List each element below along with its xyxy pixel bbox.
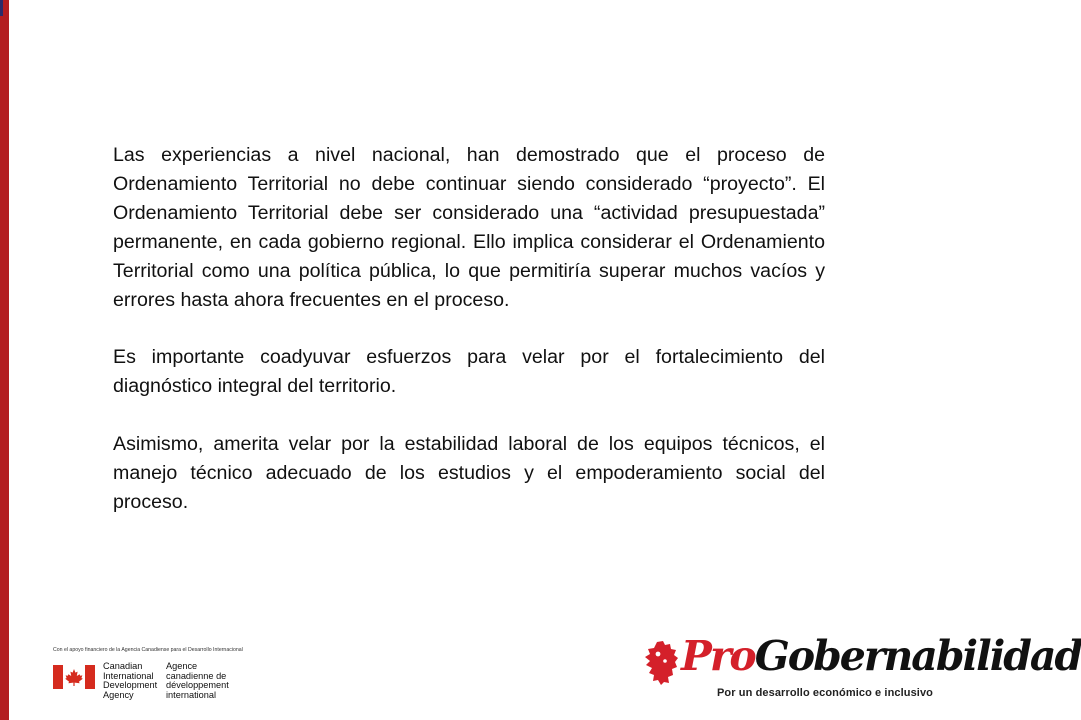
cida-name-english: Canadian International Development Agency [103, 661, 158, 700]
cida-name-french: Agence canadienne de développement international [166, 661, 229, 700]
peru-map-icon [643, 640, 681, 686]
paragraph-1: Las experiencias a nivel nacional, han demostrado que el proceso de Ordenamiento Territorial no debe continuar siendo considerado “proyecto”. El Ordenamiento Territorial debe ser considerado una “actividad presupuestada” permanente, en cada gobierno regional. Ello implica considerar el Ordenamiento Territorial como una política pública, lo que permitiría superar muchos vacíos y errores hasta ahora frecuentes en el proceso. [113, 144, 825, 311]
logo-tagline: Por un desarrollo económico e inclusivo [717, 687, 934, 699]
logo-word-gobernabilidad: Gobernabilidad [754, 632, 1081, 680]
progobernabilidad-logo [643, 632, 1081, 708]
logo-wordmark [681, 630, 1081, 682]
cida-logo-block [53, 647, 253, 707]
left-accent-corner [0, 0, 3, 16]
cida-credit-text: Con el apoyo financiero de la Agencia Canadiense para el Desarrollo Internacional [53, 647, 243, 653]
slide-body [113, 141, 825, 517]
logo-word-pro: Pro [681, 632, 755, 680]
left-accent-bar [0, 0, 9, 720]
canada-flag-icon [53, 665, 95, 689]
paragraph-2: Es importante coadyuvar esfuerzos para velar por el fortalecimiento del diagnóstico integral del territorio. [113, 346, 825, 398]
paragraph-3: Asimismo, amerita velar por la estabilidad laboral de los equipos técnicos, el manejo técnico adecuado de los estudios y el empoderamiento social del proceso. [113, 433, 825, 513]
